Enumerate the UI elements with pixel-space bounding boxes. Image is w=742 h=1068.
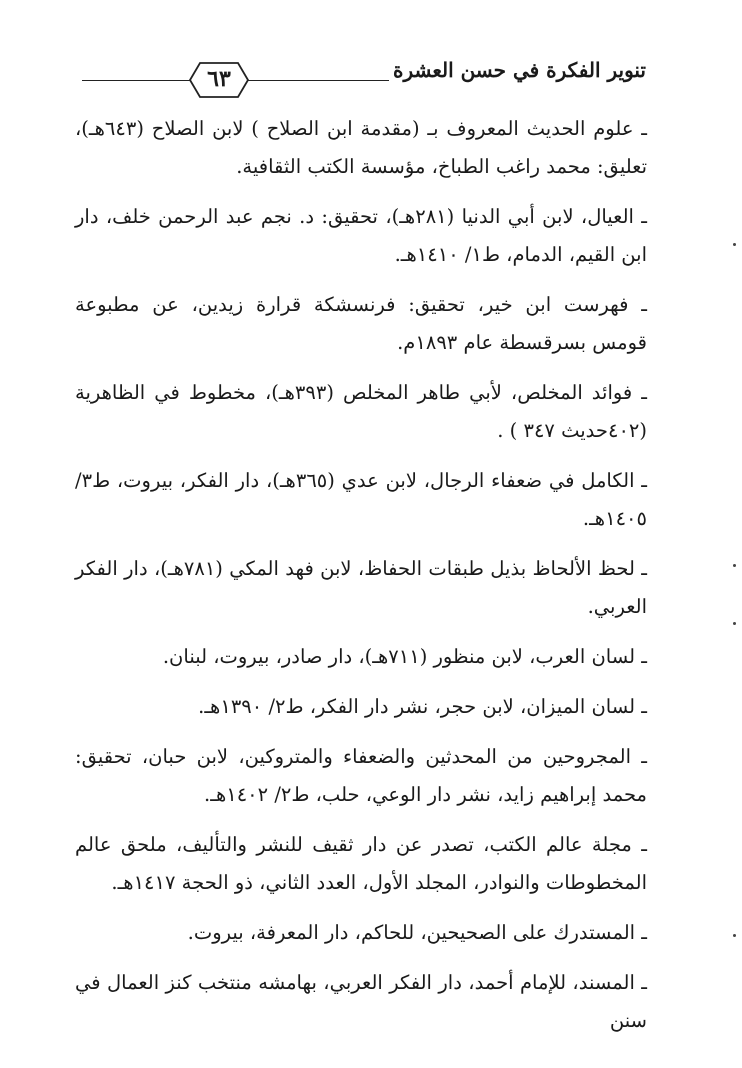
bibliography-entry: ـ العيال، لابن أبي الدنيا (٢٨١هـ)، تحقيق: د. نجم عبد الرحمن خلف، دار ابن القيم، الدمام، ط١/ ١٤١٠هـ. xyxy=(75,205,647,266)
bibliography-entry: ـ المسند، للإمام أحمد، دار الفكر العربي، بهامشه منتخب كنز العمال في سنن xyxy=(75,971,647,1032)
bibliography-entry: ـ المجروحين من المحدثين والضعفاء والمتروكين، لابن حبان، تحقيق: محمد إبراهيم زايد، نشر دار الوعي، حلب، ط٢/ ١٤٠٢هـ. xyxy=(75,745,647,806)
bibliography-entry: ـ مجلة عالم الكتب، تصدر عن دار ثقيف للنشر والتأليف، ملحق عالم المخطوطات والنوادر، المجلد الأول، العدد الثاني، ذو الحجة ١٤١٧هـ. xyxy=(75,833,647,894)
bibliography-entry: ـ علوم الحديث المعروف بـ (مقدمة ابن الصلاح ) لابن الصلاح (٦٤٣هـ)، تعليق: محمد راغب الطباخ، مؤسسة الكتب الثقافية. xyxy=(75,117,647,178)
header-rule-left xyxy=(82,80,190,81)
bibliography-entry: ـ الكامل في ضعفاء الرجال، لابن عدي (٣٦٥هـ)، دار الفكر، بيروت، ط٣/ ١٤٠٥هـ. xyxy=(75,469,647,530)
margin-mark xyxy=(733,243,736,246)
bibliography-list xyxy=(75,110,647,1052)
page-number-badge xyxy=(188,61,250,99)
bibliography-entry: ـ المستدرك على الصحيحين، للحاكم، دار المعرفة، بيروت. xyxy=(187,921,647,944)
margin-mark xyxy=(733,564,736,567)
bibliography-entry: ـ فهرست ابن خير، تحقيق: فرنسشكة قرارة زيدين، عن مطبوعة قومس بسرقسطة عام ١٨٩٣م. xyxy=(75,293,647,354)
page-number: ٦٣ xyxy=(207,66,231,92)
bibliography-entry: ـ لسان الميزان، لابن حجر، نشر دار الفكر، ط٢/ ١٣٩٠هـ. xyxy=(198,695,647,718)
bibliography-entry: ـ فوائد المخلص، لأبي طاهر المخلص (٣٩٣هـ)، مخطوط في الظاهرية (٤٠٢حديث ٣٤٧ ) . xyxy=(75,381,647,442)
page-header xyxy=(72,58,650,98)
bibliography-entry: ـ لحظ الألحاظ بذيل طبقات الحفاظ، لابن فهد المكي (٧٨١هـ)، دار الفكر العربي. xyxy=(75,557,647,618)
running-title: تنوير الفكرة في حسن العشرة xyxy=(389,58,650,82)
margin-mark xyxy=(733,622,736,625)
margin-mark xyxy=(733,934,736,937)
bibliography-entry: ـ لسان العرب، لابن منظور (٧١١هـ)، دار صادر، بيروت، لبنان. xyxy=(162,645,647,668)
